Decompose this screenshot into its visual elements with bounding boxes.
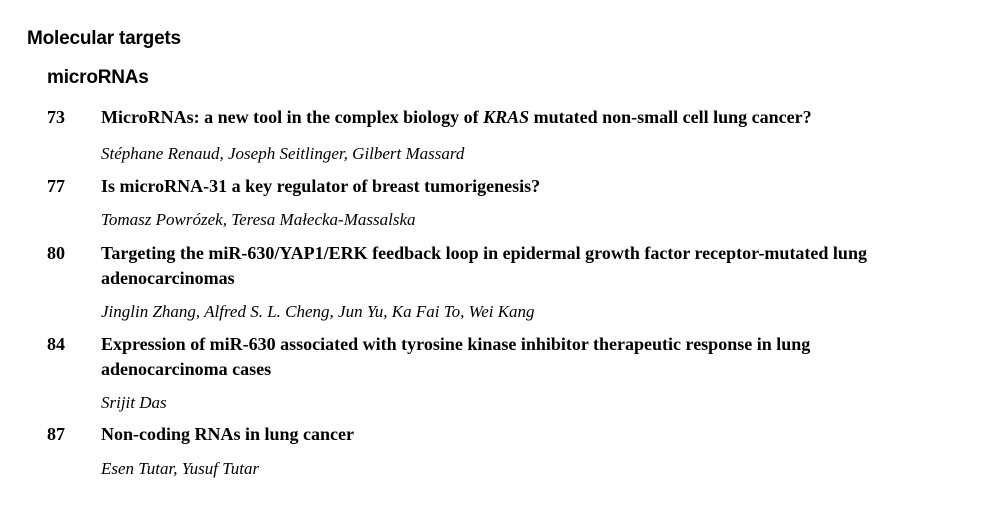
article-title[interactable]: Expression of miR-630 associated with tyrosine kinase inhibitor therapeutic response in lung adenocarcinoma cases (101, 334, 811, 379)
article-title[interactable]: Targeting the miR-630/YAP1/ERK feedback loop in epidermal growth factor receptor-mutated lung adenocarcinomas (101, 243, 867, 288)
article-authors: Stéphane Renaud, Joseph Seitlinger, Gilbert Massard (101, 144, 465, 163)
article-title[interactable] (101, 105, 941, 130)
article-authors: Esen Tutar, Yusuf Tutar (101, 459, 260, 478)
section-heading: Molecular targets (27, 28, 181, 49)
article-authors: Tomasz Powrózek, Teresa Małecka-Massalska (101, 210, 416, 229)
page-number: 84 (47, 334, 65, 354)
title-part: mutated non-small cell lung cancer? (529, 107, 812, 127)
page-number: 77 (47, 176, 65, 196)
article-title[interactable]: Is microRNA-31 a key regulator of breast tumorigenesis? (101, 176, 541, 196)
article-authors: Jinglin Zhang, Alfred S. L. Cheng, Jun Yu, Ka Fai To, Wei Kang (101, 302, 535, 321)
page-number: 80 (47, 243, 65, 263)
title-gene-name: KRAS (483, 107, 530, 127)
page-number: 73 (47, 107, 65, 127)
title-part: MicroRNAs: a new tool in the complex biology of (101, 107, 484, 127)
article-authors: Srijit Das (101, 393, 167, 412)
subsection-heading: microRNAs (47, 67, 149, 88)
page-number: 87 (47, 424, 65, 444)
article-title[interactable]: Non-coding RNAs in lung cancer (101, 424, 355, 444)
